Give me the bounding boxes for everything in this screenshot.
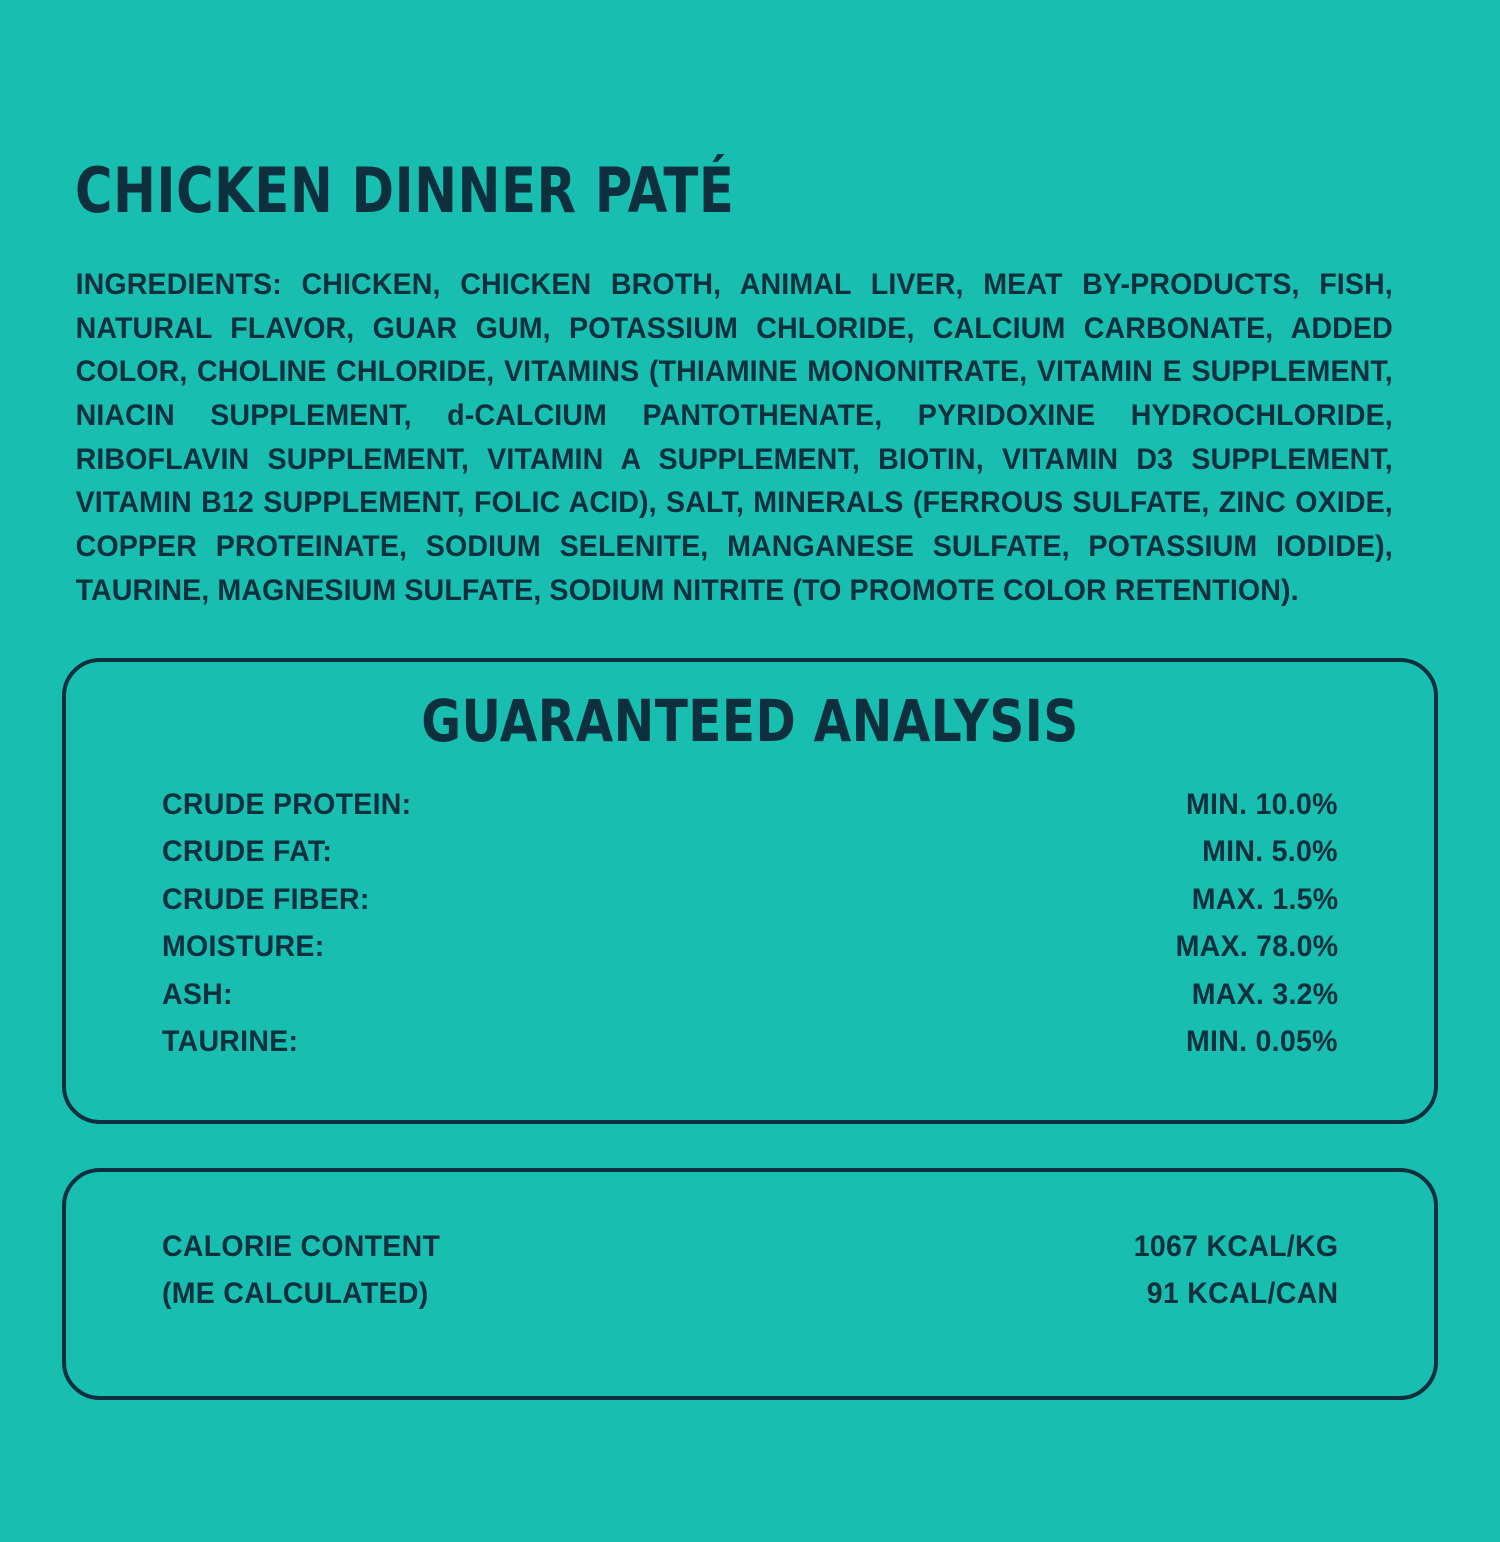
table-row xyxy=(162,971,1338,1018)
nutrient-label: ASH: xyxy=(162,977,233,1011)
nutrient-label: CRUDE FIBER: xyxy=(162,882,370,916)
nutrient-value: MAX. 3.2% xyxy=(1191,977,1338,1011)
nutrient-value: MIN. 0.05% xyxy=(1186,1024,1338,1058)
nutrient-label: MOISTURE: xyxy=(162,930,325,964)
table-row xyxy=(162,828,1338,875)
calorie-content-panel xyxy=(62,1168,1438,1400)
calorie-content-values xyxy=(1133,1224,1338,1317)
calorie-content-label: CALORIE CONTENT xyxy=(162,1230,441,1264)
table-row xyxy=(162,781,1338,828)
nutrient-value: MIN. 10.0% xyxy=(1186,788,1338,821)
nutrient-label: TAURINE: xyxy=(162,1024,299,1058)
calorie-per-can-value: 91 KCAL/CAN xyxy=(1146,1276,1338,1310)
calorie-content-sublabel: (ME CALCULATED) xyxy=(162,1276,429,1310)
nutrient-label: CRUDE FAT: xyxy=(162,835,333,869)
guaranteed-analysis-rows xyxy=(140,781,1360,1065)
calorie-per-kg-value: 1067 KCAL/KG xyxy=(1133,1230,1338,1264)
nutrient-value: MIN. 5.0% xyxy=(1202,835,1338,869)
guaranteed-analysis-panel xyxy=(62,658,1438,1124)
page-title: CHICKEN DINNER PATÉ xyxy=(74,153,735,227)
nutrient-label: CRUDE PROTEIN: xyxy=(162,788,412,821)
calorie-content-labels xyxy=(162,1224,440,1317)
nutrition-label-page xyxy=(0,42,1500,1542)
nutrient-value: MAX. 78.0% xyxy=(1175,930,1338,964)
nutrient-value: MAX. 1.5% xyxy=(1191,882,1338,916)
table-row xyxy=(162,1018,1338,1065)
ingredients-text: INGREDIENTS: CHICKEN, CHICKEN BROTH, ANIMAL LIVER, MEAT BY-PRODUCTS, FISH, NATURAL FLAVOR, GUAR GUM, POTASSIUM CHLORIDE, CALCIUM CARBONATE, ADDED COLOR, CHOLINE CHLORIDE, VITAMINS (THIAMINE MONONITRATE, VITAMIN E SUPPLEMENT, NIACIN SUPPLEMENT, d-CALCIUM PANTOTHENATE, PYRIDOXINE HYDROCHLORIDE, RIBOFLAVIN SUPPLEMENT, VITAMIN A SUPPLEMENT, BIOTIN, VITAMIN D3 SUPPLEMENT, VITAMIN B12 SUPPLEMENT, FOLIC ACID), SALT, MINERALS (FERROUS SULFATE, ZINC OXIDE, COPPER PROTEINATE, SODIUM SELENITE, MANGANESE SULFATE, POTASSIUM IODIDE), TAURINE, MAGNESIUM SULFATE, SODIUM NITRITE (TO PROMOTE COLOR RETENTION). xyxy=(75,268,1393,607)
guaranteed-analysis-title: GUARANTEED ANALYSIS xyxy=(421,687,1079,756)
table-row xyxy=(162,923,1338,970)
table-row xyxy=(162,876,1338,923)
